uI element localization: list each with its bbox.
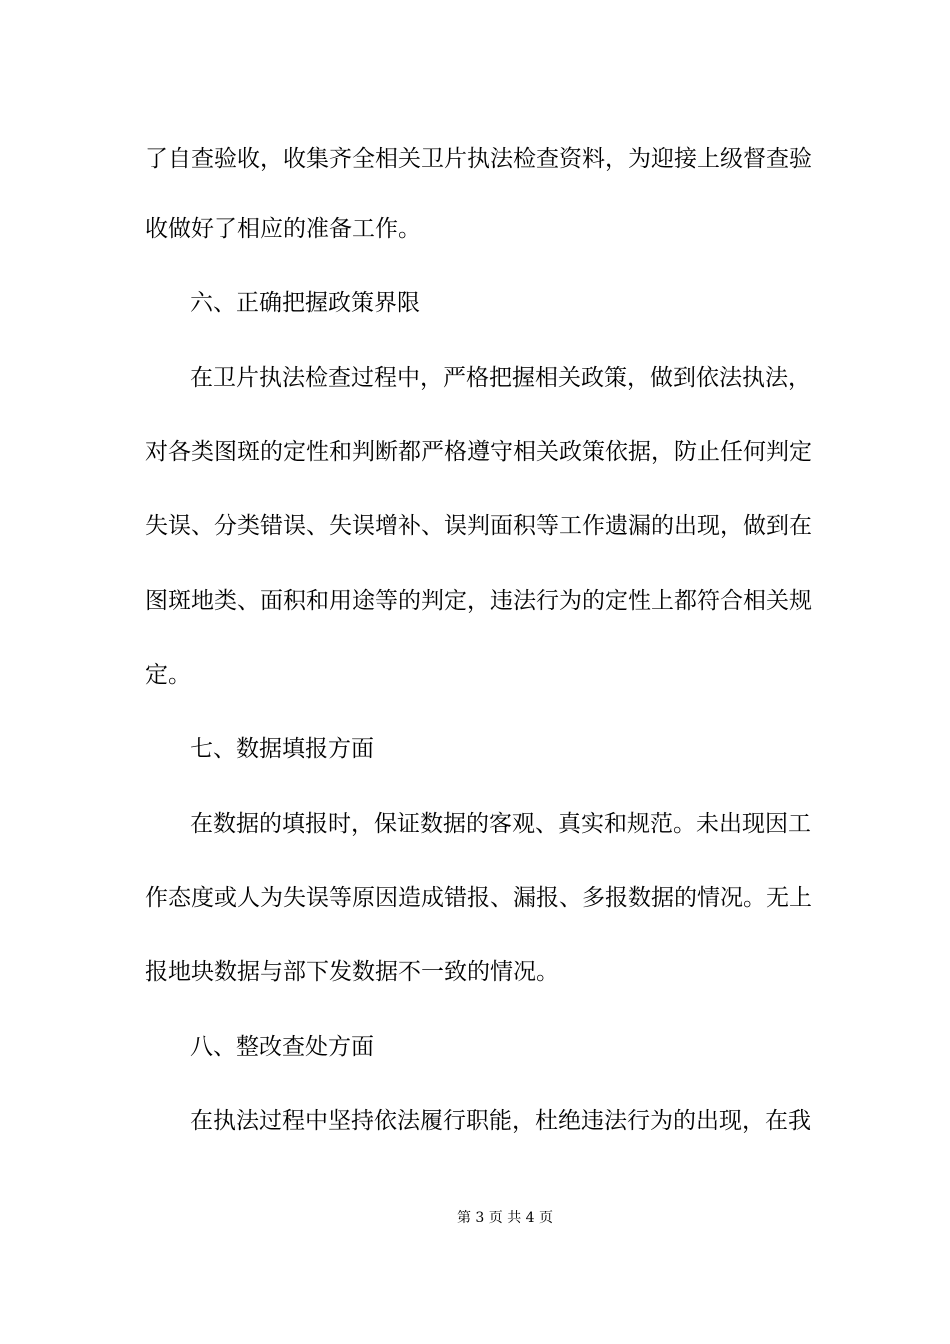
- text-line: 图斑地类、面积和用途等的判定，违法行为的定性上都符合相关规: [145, 588, 812, 614]
- paragraph-first-line: 在数据的填报时，保证数据的客观、真实和规范。未出现因工: [190, 811, 811, 837]
- text-line: 失误、分类错误、失误增补、误判面积等工作遗漏的出现，做到在: [145, 513, 812, 539]
- paragraph-first-line: 在执法过程中坚持依法履行职能，杜绝违法行为的出现，在我: [190, 1108, 811, 1134]
- page-number-footer: 第 3 页 共 4 页: [456, 1210, 554, 1226]
- text-line: 了自查验收，收集齐全相关卫片执法检查资料，为迎接上级督查验: [145, 146, 812, 172]
- section-heading: 七、数据填报方面: [190, 736, 374, 762]
- text-line: 对各类图斑的定性和判断都严格遵守相关政策依据，防止任何判定: [145, 439, 812, 465]
- text-line: 报地块数据与部下发数据不一致的情况。: [145, 959, 559, 985]
- paragraph-first-line: 在卫片执法检查过程中，严格把握相关政策，做到依法执法，: [190, 365, 811, 391]
- text-line: 收做好了相应的准备工作。: [145, 216, 421, 242]
- text-line: 定。: [145, 662, 191, 688]
- text-line: 作态度或人为失误等原因造成错报、漏报、多报数据的情况。无上: [145, 885, 812, 911]
- section-heading: 六、正确把握政策界限: [190, 290, 420, 316]
- section-heading: 八、整改查处方面: [190, 1034, 374, 1060]
